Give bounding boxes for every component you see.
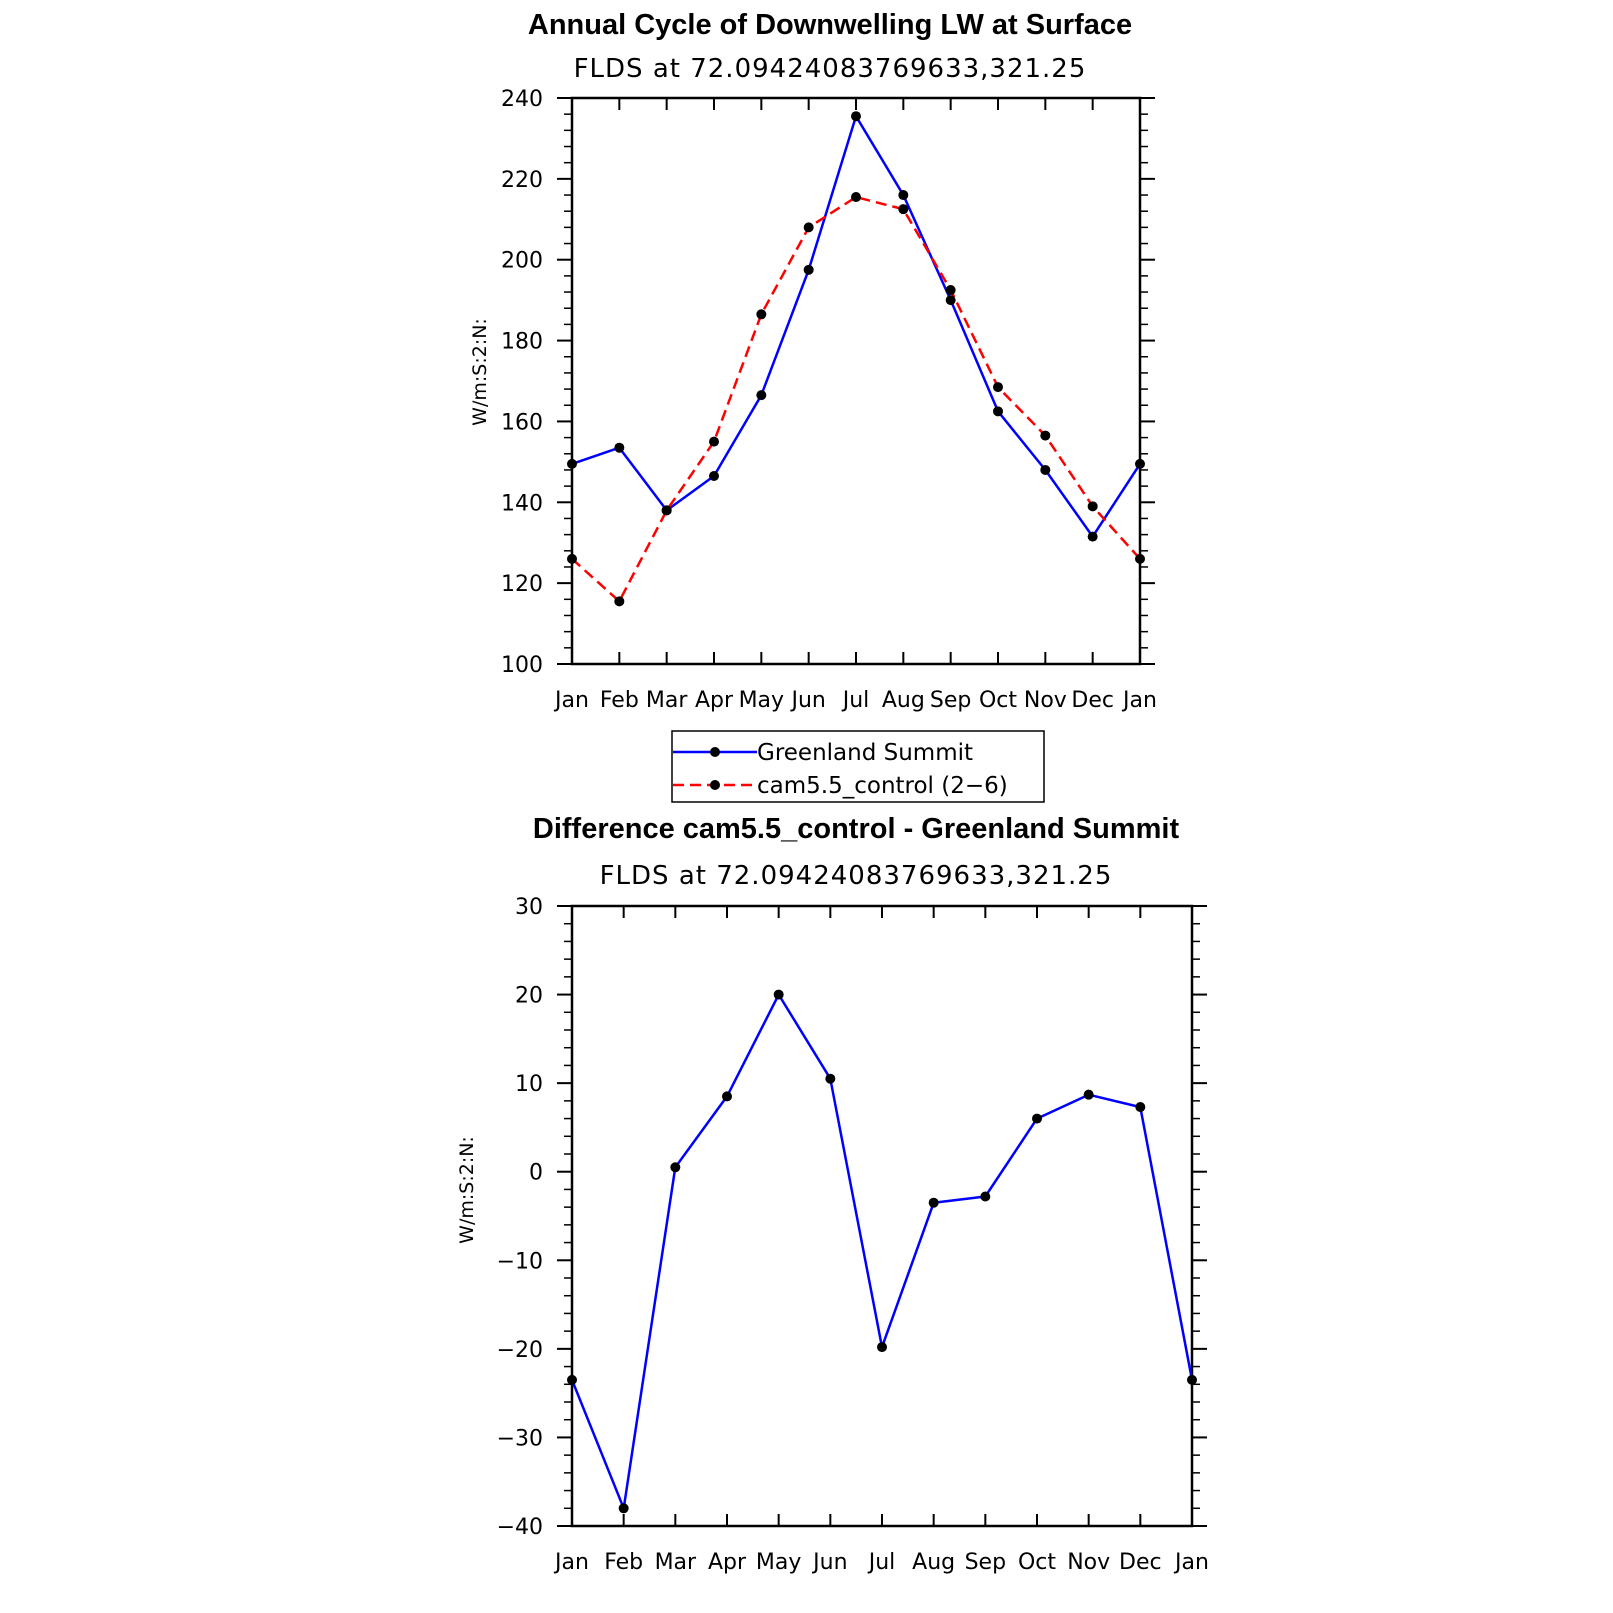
y-tick-label: 200 — [501, 248, 543, 274]
data-point — [851, 192, 861, 202]
x-tick-label: Jan — [1175, 1550, 1209, 1575]
data-point — [804, 222, 814, 232]
y-tick-label: 30 — [515, 895, 543, 920]
data-point — [619, 1503, 629, 1513]
data-point — [614, 443, 624, 453]
x-tick-label: Feb — [604, 1550, 644, 1575]
data-point — [670, 1162, 680, 1172]
x-tick-label: Sep — [964, 1550, 1007, 1575]
chart-subtitle: FLDS at 72.09424083769633,321.25 — [599, 861, 1113, 891]
data-point — [1040, 465, 1050, 475]
data-point — [567, 1375, 577, 1385]
x-tick-label: Jun — [813, 1550, 848, 1575]
y-tick-label: −30 — [496, 1426, 543, 1452]
data-point — [567, 459, 577, 469]
x-tick-labels — [553, 688, 1157, 713]
data-point — [898, 204, 908, 214]
data-point — [1032, 1114, 1042, 1124]
legend-marker-greenland-summit — [710, 747, 720, 757]
x-tick-label: Feb — [599, 688, 639, 713]
chart-title: Difference cam5.5_control - Greenland Summit — [532, 813, 1180, 845]
legend-marker-cam5-5-control — [710, 780, 720, 790]
data-point — [709, 437, 719, 447]
x-tick-label: Jan — [555, 1550, 589, 1575]
data-point — [946, 295, 956, 305]
data-point — [1088, 501, 1098, 511]
x-tick-label: Sep — [929, 688, 972, 713]
data-point — [1187, 1375, 1197, 1385]
data-point — [567, 554, 577, 564]
x-tick-label: Apr — [707, 1550, 747, 1575]
data-point — [851, 111, 861, 121]
x-tick-label: May — [738, 688, 785, 713]
data-point — [756, 390, 766, 400]
x-tick-label: Nov — [1023, 688, 1067, 713]
x-tick-label: Apr — [694, 688, 734, 713]
data-points — [567, 111, 1145, 606]
y-tick-label: −20 — [496, 1337, 543, 1363]
axis-ticks — [557, 98, 1155, 664]
data-point — [662, 505, 672, 515]
data-point — [756, 309, 766, 319]
annual-cycle-panel — [469, 9, 1157, 713]
data-point — [722, 1091, 732, 1101]
x-tick-label: Jan — [1123, 688, 1157, 713]
series-line-1 — [572, 116, 1140, 536]
series-line-2 — [572, 197, 1140, 601]
x-tick-label: Aug — [881, 688, 925, 713]
legend — [672, 731, 1044, 802]
y-tick-label: 120 — [501, 572, 543, 598]
x-tick-label: Jan — [555, 688, 589, 713]
data-point — [614, 596, 624, 606]
data-point — [929, 1198, 939, 1208]
data-point — [1084, 1090, 1094, 1100]
y-tick-label: 140 — [501, 491, 543, 517]
x-tick-label: Mar — [645, 688, 688, 713]
chart-subtitle: FLDS at 72.09424083769633,321.25 — [573, 54, 1087, 84]
data-point — [804, 265, 814, 275]
y-tick-label: 220 — [501, 167, 543, 193]
data-point — [825, 1074, 835, 1084]
y-tick-label: 20 — [515, 983, 543, 1009]
series-line-1 — [572, 995, 1192, 1509]
data-point — [993, 406, 1003, 416]
y-tick-label: 0 — [529, 1160, 543, 1186]
data-point — [1135, 554, 1145, 564]
y-tick-labels — [501, 87, 543, 678]
y-axis-label: W/m:S:2:N: — [456, 1136, 478, 1244]
y-tick-labels — [497, 895, 543, 1540]
x-tick-labels — [553, 1550, 1209, 1575]
legend-label-cam5-5-control: cam5.5_control (2−6) — [757, 773, 1008, 799]
y-tick-label: 100 — [501, 653, 543, 678]
y-tick-label: 240 — [501, 87, 543, 112]
data-point — [1040, 431, 1050, 441]
data-lines — [572, 995, 1192, 1509]
data-point — [877, 1342, 887, 1352]
plot-frame — [572, 98, 1140, 664]
data-lines — [572, 116, 1140, 601]
x-tick-label: May — [755, 1550, 802, 1575]
x-tick-label: Mar — [654, 1550, 697, 1575]
data-point — [1135, 1102, 1145, 1112]
x-tick-label: Oct — [1017, 1550, 1057, 1575]
data-point — [993, 382, 1003, 392]
y-tick-label: 180 — [501, 329, 543, 355]
legend-label-greenland-summit: Greenland Summit — [757, 740, 974, 766]
x-tick-label: Jul — [842, 688, 870, 713]
data-point — [980, 1192, 990, 1202]
data-point — [898, 190, 908, 200]
data-point — [1088, 532, 1098, 542]
x-tick-label: Aug — [912, 1550, 956, 1575]
chart-title: Annual Cycle of Downwelling LW at Surface — [527, 9, 1133, 41]
plot-frame — [572, 906, 1192, 1526]
y-tick-label: 10 — [515, 1072, 543, 1098]
y-tick-label: −10 — [496, 1249, 543, 1275]
x-tick-label: Oct — [978, 688, 1018, 713]
data-point — [774, 990, 784, 1000]
data-point — [1135, 459, 1145, 469]
data-point — [946, 285, 956, 295]
x-tick-label: Jun — [791, 688, 826, 713]
x-tick-label: Dec — [1119, 1550, 1162, 1575]
y-tick-label: 160 — [501, 410, 543, 436]
difference-panel — [456, 813, 1209, 1575]
x-tick-label: Dec — [1071, 688, 1114, 713]
x-tick-label: Jul — [868, 1550, 896, 1575]
y-tick-label: −40 — [496, 1515, 543, 1540]
y-axis-label: W/m:S:2:N: — [469, 318, 491, 426]
axis-ticks — [557, 906, 1207, 1526]
x-tick-label: Nov — [1067, 1550, 1111, 1575]
data-point — [709, 471, 719, 481]
